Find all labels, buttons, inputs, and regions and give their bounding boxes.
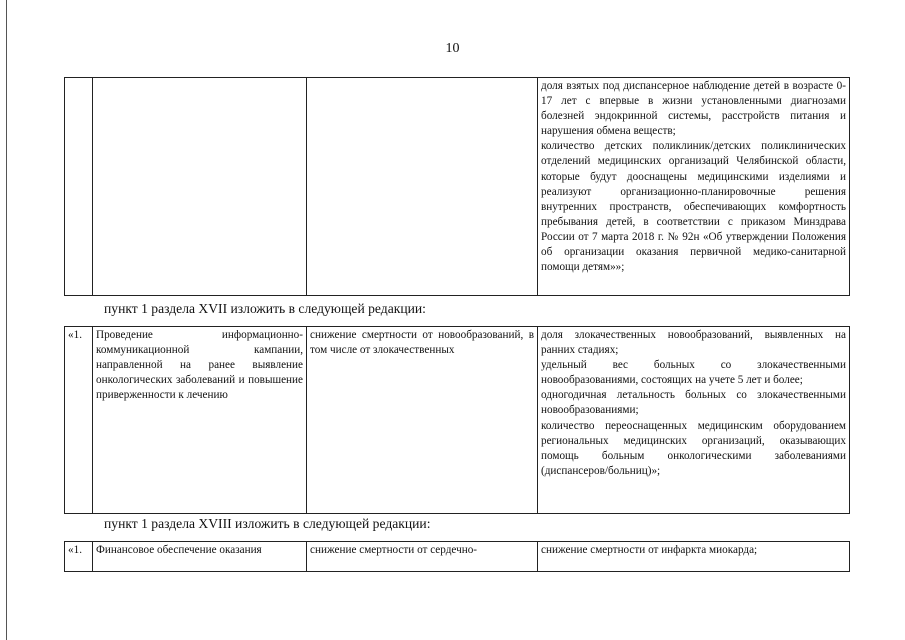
instruction-section-xvii: пункт 1 раздела XVII изложить в следующей редакции: — [104, 301, 426, 316]
indicator-text: доля взятых под диспансерное наблюдение детей в возрасте 0-17 лет с впервые в жизни установленными диагнозами болезней эндокринной системы, расстройств питания и нарушения обмена веществ; количество детских поликлиник/детских поликлинических отделений медицинских организаций Челябинской области, которые будут дооснащены медицинскими изделиями и реализуют организационно-планировочные решения внутренних пространств, обеспечивающих комфортность пребывания детей, в соответствии с приказом Минздрава России от 7 марта 2018 г. № 92н «Об утверждении Положения об организации оказания первичной медико-санитарной помощи детям»»; — [541, 80, 846, 274]
cell-indicators: снижение смертности от инфаркта миокарда; — [538, 542, 850, 572]
cell-goal: снижение смертности от сердечно- — [307, 542, 538, 572]
table-continuation — [64, 77, 850, 296]
page-left-edge — [6, 0, 7, 640]
page-number: 10 — [445, 41, 460, 56]
table-row — [65, 542, 850, 572]
table-section-xvii — [64, 326, 850, 514]
cell-goal — [307, 78, 538, 296]
cell-goal: снижение смертности от новообразований, в том числе от злокачественных — [307, 327, 538, 514]
cell-number: «1. — [65, 542, 93, 572]
cell-indicators — [538, 327, 850, 514]
cell-event — [93, 78, 307, 296]
cell-event: Проведение информационно-коммуникационной кампании, направленной на ранее выявление онкологических заболеваний и повышение приверженности к лечению — [93, 327, 307, 514]
table-row — [65, 327, 850, 514]
cell-number — [65, 78, 93, 296]
cell-number: «1. — [65, 327, 93, 514]
table-section-xviii — [64, 541, 850, 572]
cell-indicators — [538, 78, 850, 296]
cell-event: Финансовое обеспечение оказания — [93, 542, 307, 572]
indicator-text: доля злокачественных новообразований, выявленных на ранних стадиях; удельный вес больных со злокачественными новообразованиями, состоящих на учете 5 лет и более; одногодичная летальность больных со злокачественными новообразованиями; количество переоснащенных медицинским оборудованием региональных медицинских организаций, оказывающих помощь больным онкологическими заболеваниями (диспансеров/больниц)»; — [541, 329, 846, 477]
table-row — [65, 78, 850, 296]
instruction-section-xviii: пункт 1 раздела XVIII изложить в следующей редакции: — [104, 516, 431, 531]
